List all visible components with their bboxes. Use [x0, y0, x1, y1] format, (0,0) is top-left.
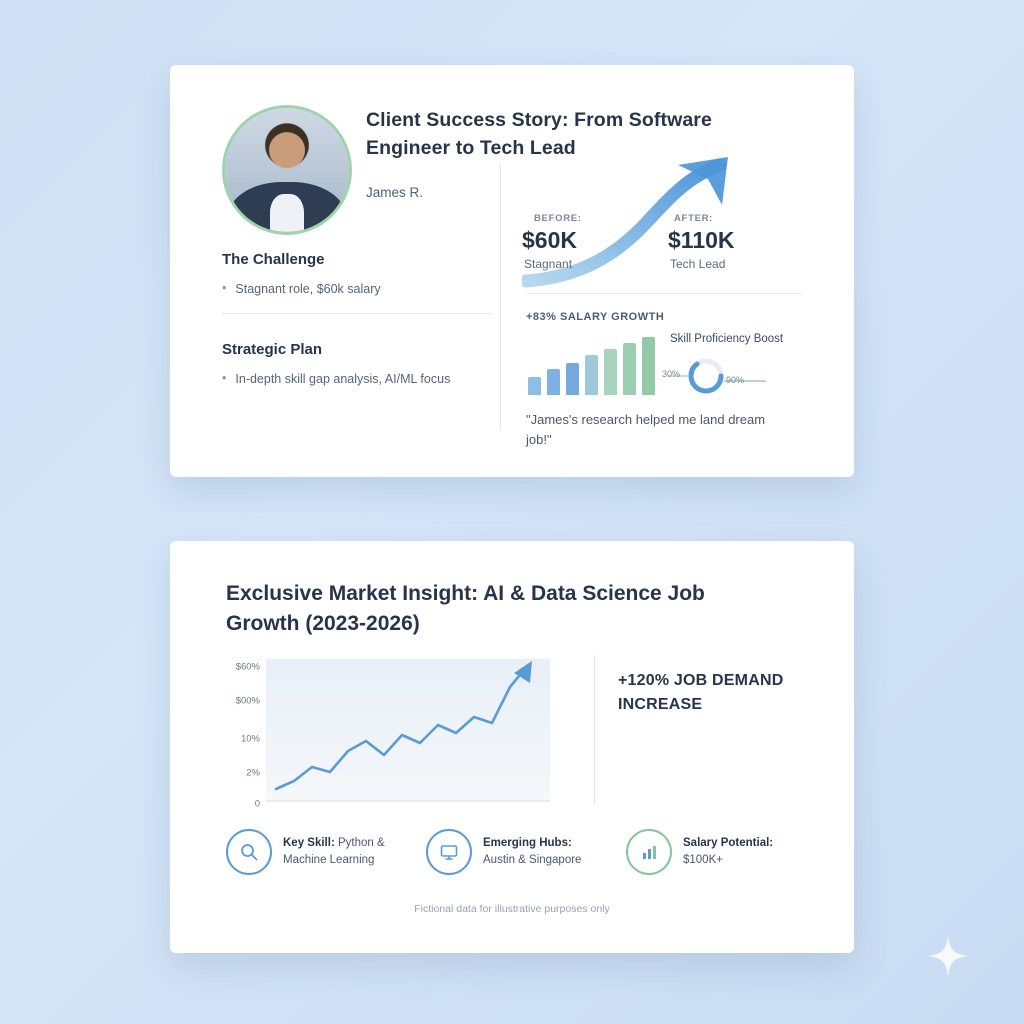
bullet-icon: • — [222, 281, 227, 295]
salary-growth-label: +83% SALARY GROWTH — [526, 311, 665, 323]
sparkle-icon — [926, 934, 970, 978]
y-axis-ticks — [228, 659, 264, 810]
line-series-icon — [266, 659, 550, 807]
monitor-glyph — [439, 842, 459, 862]
bar-chart-icon — [626, 829, 672, 875]
y-tick-label: $60% — [235, 661, 260, 673]
fact-key-skill-text — [283, 835, 402, 868]
client-name: James R. — [366, 185, 424, 200]
bar — [566, 363, 579, 395]
bar — [528, 377, 541, 395]
avatar-face — [225, 108, 349, 232]
fact-emerging-hubs-text — [483, 835, 602, 868]
bar — [585, 355, 598, 395]
before-label: BEFORE: — [534, 213, 582, 224]
key-facts-row — [226, 829, 802, 875]
section-challenge — [222, 251, 494, 299]
salary-growth-arrow — [522, 157, 812, 289]
bar-chart-glyph — [639, 842, 659, 862]
before-sublabel: Stagnant — [524, 257, 573, 271]
magnifier-icon — [226, 829, 272, 875]
fact-salary-potential-text — [683, 835, 802, 868]
after-value: $110K — [668, 227, 735, 253]
y-tick-label: 10% — [240, 733, 260, 745]
avatar-shirt — [270, 194, 304, 232]
vertical-divider — [500, 165, 501, 431]
fact-value: Austin & Singapore — [483, 854, 582, 866]
fact-key-skill — [226, 829, 402, 875]
skill-proficiency-label: Skill Proficiency Boost — [670, 333, 784, 345]
skill-from-label: 30% — [662, 369, 681, 379]
section-plan-heading: Strategic Plan — [222, 341, 323, 358]
y-tick-label: 2% — [246, 767, 260, 779]
job-growth-line-chart — [228, 659, 550, 810]
stat-divider — [594, 655, 595, 805]
line-chart-plot — [266, 659, 550, 807]
list-item-label: Stagnant role, $60k salary — [235, 282, 381, 296]
market-title: Exclusive Market Insight: AI & Data Science Job Growth (2023-2026) — [226, 582, 705, 635]
list-item — [222, 280, 494, 299]
after-label: AFTER: — [674, 213, 714, 224]
fact-value: $100K+ — [683, 854, 723, 866]
monitor-icon — [426, 829, 472, 875]
skill-to-label: 90% — [726, 375, 745, 385]
y-tick-label: $00% — [235, 695, 260, 707]
section-challenge-heading: The Challenge — [222, 251, 325, 268]
salary-divider — [526, 293, 802, 294]
before-value: $60K — [522, 227, 577, 253]
bar — [547, 369, 560, 395]
section-divider — [222, 313, 492, 314]
bar — [642, 337, 655, 395]
list-item-label: In-depth skill gap analysis, AI/ML focus — [235, 372, 451, 386]
bar — [604, 349, 617, 395]
after-sublabel: Tech Lead — [670, 257, 726, 271]
job-demand-stat: +120% JOB DEMAND INCREASE — [618, 672, 784, 713]
y-tick-label: 0 — [254, 798, 260, 810]
fact-label: Salary Potential: — [683, 837, 774, 850]
bullet-icon: • — [222, 371, 227, 385]
bar — [623, 343, 636, 395]
client-quote: "James's research helped me land dream job!" — [526, 412, 766, 447]
page-title: Client Success Story: From Software Engineer to Tech Lead — [366, 109, 712, 159]
list-item — [222, 370, 494, 389]
client-photo — [222, 105, 352, 235]
fact-value: Python & Machine Learning — [283, 837, 385, 866]
skill-proficiency-donut — [662, 353, 792, 399]
footnote: Fictional data for illustrative purposes only — [414, 903, 610, 915]
fact-emerging-hubs — [426, 829, 602, 875]
fact-salary-potential — [626, 829, 802, 875]
fact-label: Emerging Hubs: — [483, 837, 572, 850]
salary-growth-bar-chart — [528, 337, 658, 395]
section-plan — [222, 341, 494, 389]
client-success-card — [170, 65, 854, 477]
fact-label: Key Skill: — [283, 837, 335, 850]
magnifier-glyph — [239, 842, 259, 862]
market-insight-card — [170, 541, 854, 953]
